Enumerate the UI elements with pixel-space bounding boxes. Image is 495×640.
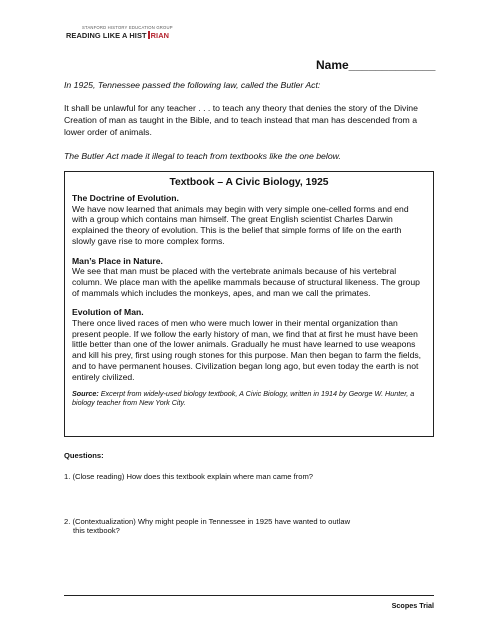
question-2-line-1: 2. (Contextualization) Why might people in Tennessee in 1925 have wanted to outlaw xyxy=(64,517,351,526)
section-mans-place-in-nature xyxy=(72,256,426,299)
section-body: We see that man must be placed with the vertebrate animals because of his vertebral column. We place man with the apelike mammals because of structural likeness. The group of mammals which includes the monkeys, apes, and man we call the primates. xyxy=(72,266,420,298)
section-heading: Man’s Place in Nature. xyxy=(72,255,163,266)
question-2 xyxy=(64,517,434,536)
intro-text: In 1925, Tennessee passed the following law, called the Butler Act: xyxy=(64,80,321,90)
logo-tagline: STANFORD HISTORY EDUCATION GROUP xyxy=(82,25,173,30)
question-2-line-2: this textbook? xyxy=(73,526,120,536)
section-heading: Evolution of Man. xyxy=(72,307,144,318)
section-body: We have now learned that animals may begin with very simple one-celled forms and end with a group which contains man himself. The great English scientist Charles Darwin explained the theory of evolution. This is the belief that simple forms of life on the earth slowly gave rise to more complex forms. xyxy=(72,203,409,246)
source-citation xyxy=(72,389,426,407)
question-1: 1. (Close reading) How does this textbook explain where man came from? xyxy=(64,472,314,481)
footer-divider xyxy=(64,595,434,596)
logo-title-part-a: READING LIKE A HIST xyxy=(66,31,147,40)
logo-title xyxy=(66,31,176,40)
logo-title-part-b: RIAN xyxy=(150,31,170,40)
source-text: Excerpt from widely-used biology textbook, A Civic Biology, written in 1914 by George W. Hunter, a biology teacher from New York City. xyxy=(72,389,415,408)
name-field-label: Name_____________ xyxy=(316,58,436,72)
section-body: There once lived races of men who were much lower in their mental organization than present people. If we follow the early history of man, we find that at first he must have been little better than one of the lower animals. Gradually he must have learned to use weapons and kill his prey, first using rough stones for this purpose. Man then began to farm the fields, and to have permanent houses. Civilization began long ago, but even today the earth is not entirely civilized. xyxy=(72,318,422,382)
source-label: Source: xyxy=(72,389,99,399)
questions-heading: Questions: xyxy=(64,451,104,460)
reading-like-a-historian-logo xyxy=(66,25,176,40)
textbook-excerpt-box xyxy=(64,171,434,437)
textbook-title: Textbook – A Civic Biology, 1925 xyxy=(169,177,329,188)
section-doctrine-of-evolution xyxy=(72,193,426,247)
section-evolution-of-man xyxy=(72,307,426,382)
section-heading: The Doctrine of Evolution. xyxy=(72,193,179,203)
butler-act-note: The Butler Act made it illegal to teach from textbooks like the one below. xyxy=(64,151,341,161)
butler-act-text: It shall be unlawful for any teacher . . . to teach any theory that denies the story of the Divine Creation of man as taught in the Bible, and to teach instead that man has descended from a lower order of animals. xyxy=(64,103,418,137)
logo-bar-mark xyxy=(148,31,150,39)
footer-title: Scopes Trial xyxy=(391,601,434,610)
